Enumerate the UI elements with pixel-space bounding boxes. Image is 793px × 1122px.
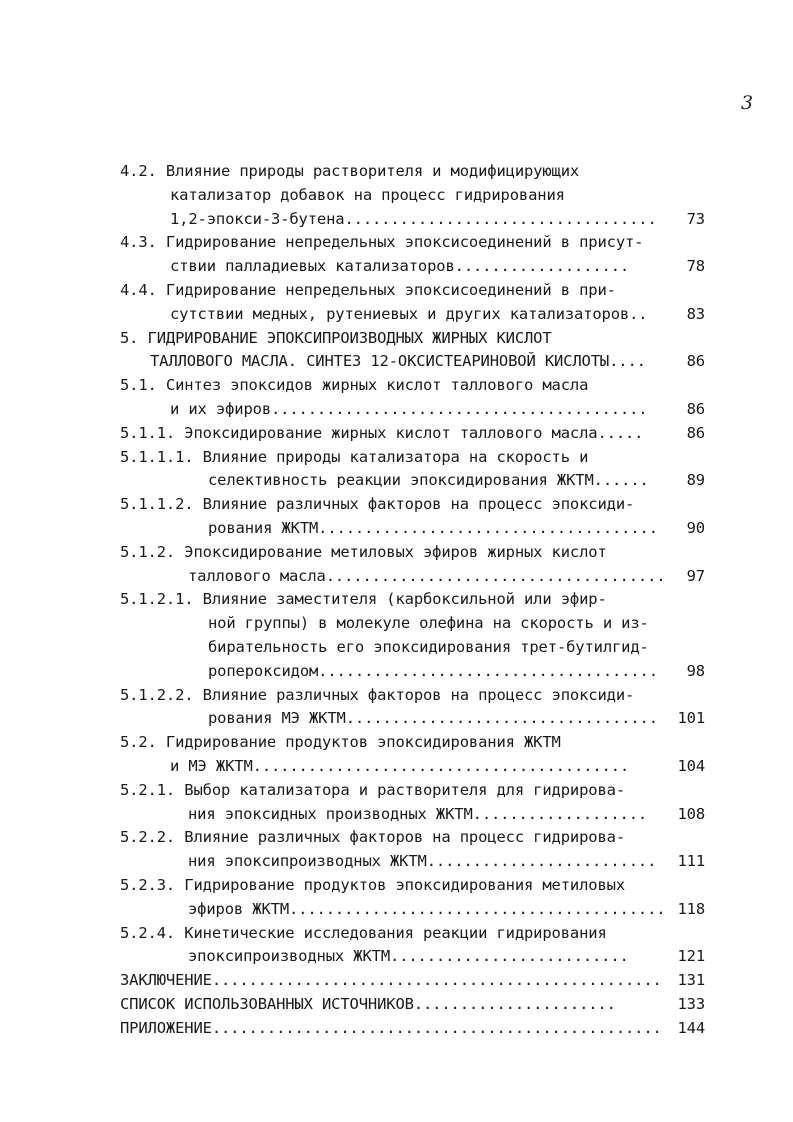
toc-entry-page: 78	[686, 257, 705, 276]
toc-entry-page: 144	[677, 1018, 705, 1037]
toc-entry-text: ния эпоксипроизводных ЖКТМ.........................	[188, 852, 657, 871]
toc-entry-page: 86	[686, 352, 705, 371]
toc-entry	[120, 850, 705, 874]
toc-entry-text: ния эпоксидных производных ЖКТМ...................	[188, 804, 648, 823]
toc-entry-text: ной группы) в молекуле олефина на скорость и из-	[208, 614, 649, 633]
toc-entry-text: и МЭ ЖКТМ.........................................	[170, 756, 630, 775]
toc-entry	[120, 731, 705, 755]
toc-entry	[120, 803, 705, 827]
toc-entry	[120, 279, 705, 303]
toc-entry-text: 5.1.2.2. Влияние различных факторов на процесс эпоксиди-	[120, 685, 635, 704]
toc-entry	[120, 636, 705, 660]
toc-entry	[120, 517, 705, 541]
toc-entry-page: 73	[686, 209, 705, 228]
table-of-contents	[120, 160, 705, 1040]
toc-entry-text: ПРИЛОЖЕНИЕ.................................................	[120, 1018, 662, 1037]
toc-entry	[120, 303, 705, 327]
toc-entry	[120, 874, 705, 898]
toc-entry-page: 86	[686, 423, 705, 442]
toc-entry-text: таллового масла.....................................	[188, 566, 666, 585]
toc-entry-page: 86	[686, 399, 705, 418]
toc-entry-page: 97	[686, 566, 705, 585]
toc-entry	[120, 350, 705, 374]
toc-entry	[120, 1017, 705, 1041]
toc-entry	[120, 660, 705, 684]
toc-entry	[120, 255, 705, 279]
toc-entry-text: рования ЖКТМ.....................................	[208, 518, 658, 537]
toc-entry	[120, 922, 705, 946]
toc-entry-text: 4.2. Влияние природы растворителя и модифицирующих	[120, 162, 580, 180]
toc-entry	[120, 446, 705, 470]
toc-entry-text: и их эфиров.........................................	[170, 399, 648, 418]
toc-entry-text: 4.4. Гидрирование непредельных эпоксисоединений в при-	[120, 280, 616, 299]
toc-entry	[120, 398, 705, 422]
toc-entry	[120, 588, 705, 612]
toc-entry-text: 5.1.1. Эпоксидирование жирных кислот таллового масла.....	[120, 423, 644, 442]
toc-entry-text: 5.1.2.1. Влияние заместителя (карбоксильной или эфир-	[120, 590, 607, 609]
toc-entry-text: ропероксидом.....................................	[208, 661, 658, 680]
toc-entry-text: 5. ГИДРИРОВАНИЕ ЭПОКСИПРОИЗВОДНЫХ ЖИРНЫХ КИСЛОТ	[120, 328, 552, 347]
toc-entry-text: 5.2.4. Кинетические исследования реакции гидрирования	[120, 923, 607, 942]
toc-entry	[120, 422, 705, 446]
toc-entry	[120, 707, 705, 731]
toc-entry-text: бирательность его эпоксидирования трет-бутилгид-	[208, 637, 649, 656]
toc-entry-page: 89	[686, 471, 705, 490]
toc-entry	[120, 898, 705, 922]
toc-entry-page: 131	[677, 971, 705, 990]
toc-entry-text: сутствии медных, рутениевых и других катализаторов..	[170, 304, 648, 323]
toc-entry-text: рования МЭ ЖКТМ..................................	[208, 709, 658, 728]
toc-entry	[120, 779, 705, 803]
toc-entry	[120, 327, 705, 351]
toc-entry-text: селективность реакции эпоксидирования ЖКТМ......	[208, 471, 649, 490]
toc-entry	[120, 612, 705, 636]
toc-entry-text: 5.2.2. Влияние различных факторов на процесс гидрирова-	[120, 828, 625, 847]
toc-entry-text: 5.1.1.1. Влияние природы катализатора на скорость и	[120, 447, 589, 466]
toc-entry-text: 5.2.3. Гидрирование продуктов эпоксидирования метиловых	[120, 875, 625, 894]
toc-entry	[120, 755, 705, 779]
toc-entry-text: эфиров ЖКТМ.........................................	[188, 899, 666, 918]
toc-entry-page: 98	[686, 661, 705, 680]
toc-entry-text: эпоксипроизводных ЖКТМ..........................	[188, 947, 629, 966]
toc-entry-text: 5.2. Гидрирование продуктов эпоксидирования ЖКТМ	[120, 733, 561, 752]
toc-entry-page: 111	[677, 852, 705, 871]
toc-entry	[120, 160, 705, 184]
toc-entry	[120, 945, 705, 969]
toc-entry-text: ствии палладиевых катализаторов...................	[170, 257, 630, 276]
toc-entry	[120, 184, 705, 208]
page-number: 3	[741, 92, 754, 114]
toc-entry-page: 90	[686, 518, 705, 537]
toc-entry-text: 1,2-эпокси-3-бутена..................................	[170, 209, 657, 228]
toc-entry-page: 118	[677, 899, 705, 918]
toc-entry	[120, 684, 705, 708]
toc-entry-page: 104	[677, 756, 705, 775]
toc-entry-text: 5.1.2. Эпоксидирование метиловых эфиров жирных кислот	[120, 542, 607, 561]
toc-entry-text: 4.3. Гидрирование непредельных эпоксисоединений в присут-	[120, 233, 644, 252]
toc-entry	[120, 565, 705, 589]
toc-entry-text: 5.1.1.2. Влияние различных факторов на процесс эпоксиди-	[120, 495, 635, 514]
toc-entry-text: 5.1. Синтез эпоксидов жирных кислот таллового масла	[120, 376, 589, 395]
toc-entry-text: катализатор добавок на процесс гидрирования	[170, 185, 565, 204]
toc-entry-text: ЗАКЛЮЧЕНИЕ.................................................	[120, 971, 662, 990]
toc-entry	[120, 231, 705, 255]
toc-entry	[120, 993, 705, 1017]
toc-entry	[120, 469, 705, 493]
toc-entry-text: 5.2.1. Выбор катализатора и растворителя для гидрирова-	[120, 780, 625, 799]
toc-entry	[120, 493, 705, 517]
toc-entry	[120, 374, 705, 398]
toc-entry	[120, 208, 705, 232]
toc-entry	[120, 541, 705, 565]
toc-entry-page: 121	[677, 947, 705, 966]
toc-entry-page: 133	[677, 994, 705, 1013]
toc-entry-page: 83	[686, 304, 705, 323]
toc-entry-text: СПИСОК ИСПОЛЬЗОВАННЫХ ИСТОЧНИКОВ......................	[120, 994, 616, 1013]
toc-entry-page: 101	[677, 709, 705, 728]
toc-entry-text: ТАЛЛОВОГО МАСЛА. СИНТЕЗ 12-ОКСИСТЕАРИНОВОЙ КИСЛОТЫ....	[150, 352, 646, 371]
toc-entry-page: 108	[677, 804, 705, 823]
toc-entry	[120, 969, 705, 993]
toc-entry	[120, 826, 705, 850]
